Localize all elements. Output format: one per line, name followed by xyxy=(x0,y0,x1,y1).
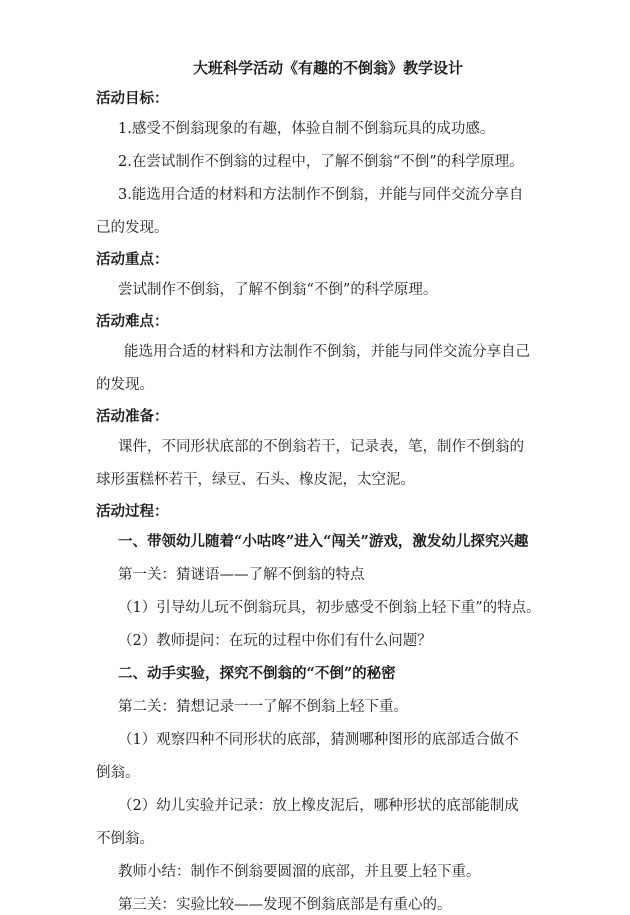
process-level-2: 第二关：猜想记录一一了解不倒翁上轻下重。 xyxy=(118,699,408,715)
process-level-1-item-1: （1）引导幼儿玩不倒翁玩具，初步感受不倒翁上轻下重”的特点。 xyxy=(118,600,541,616)
goal-item-3: 3.能选用合适的材料和方法制作不倒翁，并能与同伴交流分享自 xyxy=(118,187,524,203)
goals-heading: 活动目标： xyxy=(96,90,169,107)
process-level-2-item-1-line-2: 倒翁。 xyxy=(96,765,140,781)
difficulty-text-line-1: 能选用合适的材料和方法制作不倒翁，并能与同伴交流分享自己 xyxy=(124,344,530,360)
document-title: 大班科学活动《有趣的不倒翁》教学设计 xyxy=(192,59,463,77)
goal-item-1: 1.感受不倒翁现象的有趣，体验自制不倒翁玩具的成功感。 xyxy=(118,121,495,137)
key-point-heading: 活动重点： xyxy=(96,251,169,268)
process-level-1-item-2: （2）教师提问：在玩的过程中你们有什么问题？ xyxy=(118,633,432,649)
preparation-heading: 活动准备： xyxy=(96,408,169,425)
goal-item-3-continued: 己的发现。 xyxy=(96,220,169,236)
process-part-1-title: 一、带领幼儿随着“小咕咚”进入“闯关”游戏，激发幼儿探究兴趣 xyxy=(118,533,529,550)
process-level-3: 第三关：实验比较——发现不倒翁底部是有重心的。 xyxy=(118,897,452,913)
goal-item-2: 2.在尝试制作不倒翁的过程中，了解不倒翁“不倒”的科学原理。 xyxy=(118,154,524,170)
process-level-2-item-1-line-1: （1）观察四种不同形状的底部，猜测哪种图形的底部适合做不 xyxy=(118,732,519,748)
preparation-text-line-2: 球形蛋糕杯若干，绿豆、石头、橡皮泥，太空泥。 xyxy=(96,472,415,488)
preparation-text-line-1: 课件，不同形状底部的不倒翁若干，记录表，笔，制作不倒翁的 xyxy=(118,439,524,455)
process-level-2-item-2-line-1: （2）幼儿实验并记录：放上橡皮泥后，哪种形状的底部能制成 xyxy=(118,798,519,814)
process-heading: 活动过程： xyxy=(96,503,169,520)
process-teacher-summary: 教师小结：制作不倒翁要圆溜的底部，并且要上轻下重。 xyxy=(118,864,481,880)
difficulty-text-line-2: 的发现。 xyxy=(96,377,154,393)
process-level-1: 第一关：猜谜语——了解不倒翁的特点 xyxy=(118,567,365,583)
process-part-2-title: 二、动手实验，探究不倒翁的“不倒”的秘密 xyxy=(118,665,396,682)
key-point-text: 尝试制作不倒翁，了解不倒翁“不倒”的科学原理。 xyxy=(118,282,438,298)
difficulty-heading: 活动难点： xyxy=(96,313,169,330)
process-level-2-item-2-line-2: 不倒翁。 xyxy=(96,831,154,847)
